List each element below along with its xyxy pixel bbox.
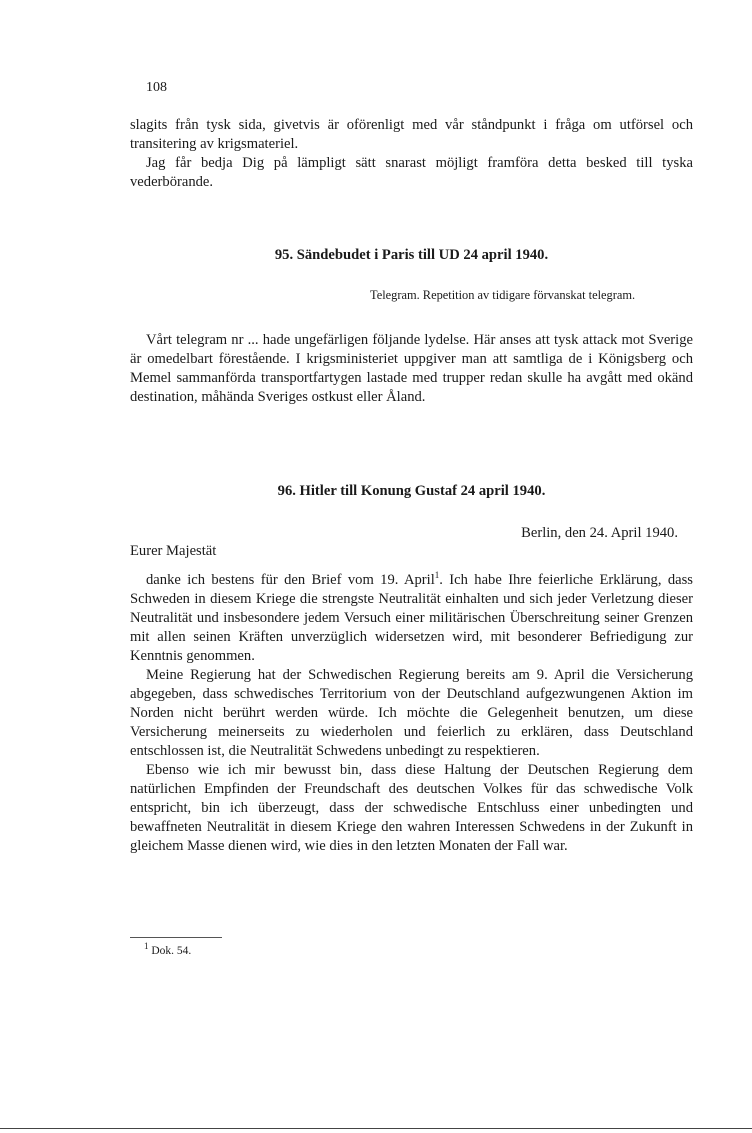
scan-edge-line (0, 1128, 752, 1129)
doc-95-note: Telegram. Repetition av tidigare förvanskat telegram. (370, 288, 636, 302)
footnote-ref: 1 (434, 570, 440, 581)
doc-96-paragraph-2: Meine Regierung hat der Schwedischen Regierung bereits am 9. April die Versicherung abgegeben, dass schwedisches Territorium von der Deutschland aufgezwungenen Aktion im Norden nicht berührt werden würde. Ich möchte die Gelegenheit benutzen, um diese Versicherung meinerseits zu wiederholen und feierlich zu erklären, dass Deutschland entschlossen ist, die Neutralität Schwedens unbedingt zu respektieren. (130, 667, 693, 759)
footnote-marker: 1 (144, 941, 149, 952)
page-number: 108 (146, 80, 167, 95)
footnote (144, 941, 192, 957)
footnote-rule (130, 937, 222, 938)
doc-95-heading: 95. Sändebudet i Paris till UD 24 april 1940. (274, 247, 549, 263)
paragraph-1-rest: . Ich habe Ihre feierliche Erklärung, dass Schweden in diesem Kriege die strengste Neutralität einhalten und sich jeder Verletzung dieser Neutralität und insbesondere jedem Versuch einer militärischen Überschreitung seiner Grenzen mit allen seinen Kräften unverzüglich widersetzen wird, mit besonderer Befriedigung zur Kenntnis genommen. (130, 572, 693, 664)
intro-paragraph-1: slagits från tysk sida, givetvis är oförenligt med vår ståndpunkt i fråga om utförsel och transitering av krigsmateriel. (130, 117, 693, 152)
doc-96-heading: 96. Hitler till Konung Gustaf 24 april 1940. (277, 483, 546, 499)
doc-96-paragraph-1 (130, 571, 693, 666)
intro-text (130, 116, 693, 192)
doc-96-body (130, 571, 693, 856)
footnote-text: Dok. 54. (151, 945, 192, 957)
salutation: Eurer Majestät (130, 543, 217, 559)
paragraph-1-start: danke ich bestens für den Brief vom 19. April (146, 572, 435, 588)
intro-paragraph-2: Jag får bedja Dig på lämpligt sätt snarast möjligt framföra detta besked till tyska vederbörande. (130, 155, 693, 190)
dateline: Berlin, den 24. April 1940. (521, 525, 678, 541)
doc-95-body (130, 331, 693, 407)
doc-96-paragraph-3: Ebenso wie ich mir bewusst bin, dass diese Haltung der Deutschen Regierung dem natürlichen Empfinden der Freundschaft des deutschen Volkes für das schwedische Volk entspricht, bin ich überzeugt, dass der schwedische Entschluss einer unbedingten und bewaffneten Neutralität in diesem Kriege den wahren Interessen Schwedens in der Zukunft in gleichem Masse dienen wird, wie dies in den letzten Monaten der Fall war. (130, 762, 693, 854)
doc-95-paragraph: Vårt telegram nr ... hade ungefärligen följande lydelse. Här anses att tysk attack mot Sverige är omedelbart förestående. I krigsministeriet uppgiver man att samtliga de i Königsberg och Memel sammanförda transportfartygen lastade med trupper redan skulle ha avgått med okänd destination, måhända Sveriges ostkust eller Åland. (130, 332, 693, 405)
